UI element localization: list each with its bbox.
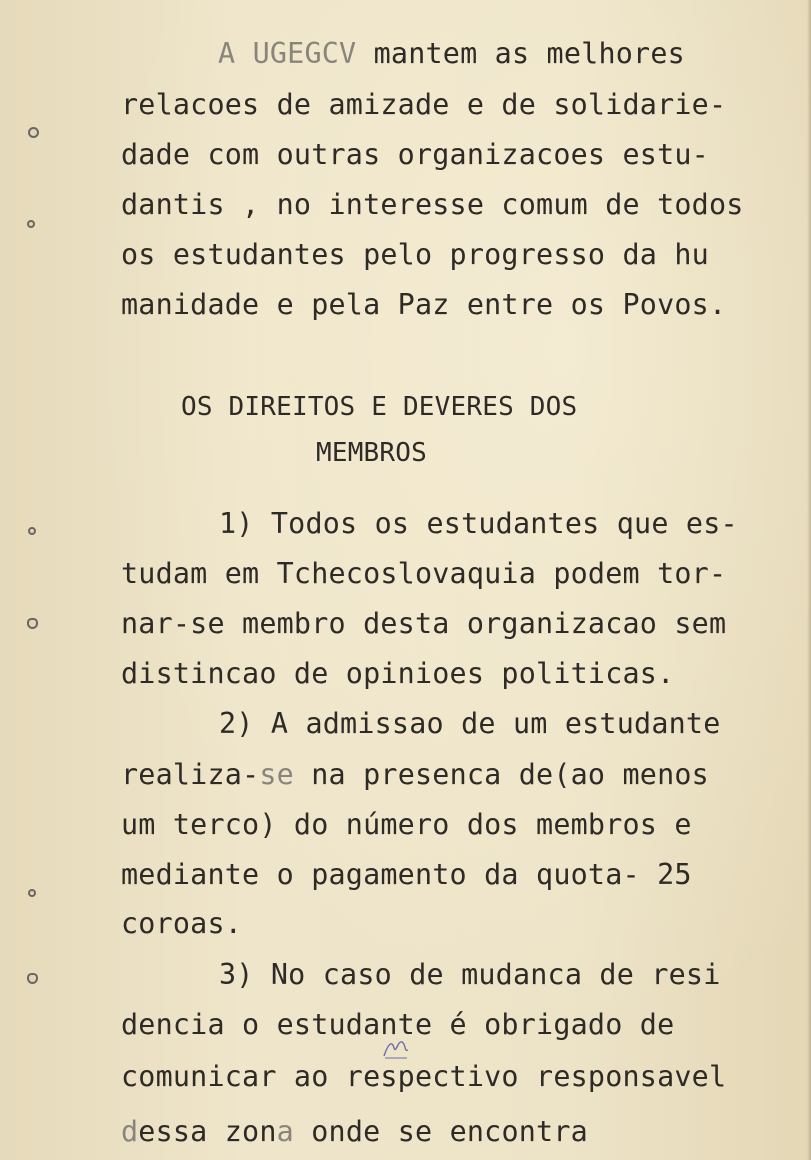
punch-hole-5 (28, 889, 36, 897)
section3-line-4-faint-prefix: d (121, 1115, 139, 1148)
paragraph1-line-5: os estudantes pelo progresso da hu (121, 238, 709, 271)
section3-line-4-after: onde se encontra (293, 1115, 588, 1148)
section1-line-2: tudam em Tchecoslovaquia podem tor- (121, 557, 727, 590)
section-heading-line-1: OS DIREITOS E DEVERES DOS (181, 392, 578, 422)
section3-line-4-faint-mid: a (276, 1115, 294, 1148)
punch-hole-1 (28, 127, 39, 138)
section1-line-4: distincao de opinioes politicas. (121, 657, 675, 690)
section2-line-2 (121, 758, 709, 791)
section-heading-line-2: MEMBROS (316, 438, 427, 468)
section2-line-3: um terco) do número dos membros e (121, 808, 692, 841)
punch-hole-6 (27, 973, 38, 984)
section2-line-2-faint: se (259, 758, 294, 791)
punch-hole-4 (27, 618, 38, 629)
organization-acronym: A UGEGCV (218, 37, 357, 70)
punch-hole-3 (28, 527, 36, 535)
section2-line-1: 2) A admissao de um estudante (219, 707, 721, 740)
punch-hole-2 (27, 220, 35, 228)
section3-line-1: 3) No caso de mudanca de resi (219, 958, 721, 991)
section1-line-1: 1) Todos os estudantes que es- (219, 507, 738, 540)
paragraph1-line-1-text: mantem as melhores (356, 37, 685, 70)
section3-line-4-text: essa zon (138, 1115, 277, 1148)
page-edge-shadow (807, 0, 811, 1160)
paragraph1-line-2: relacoes de amizade e de solidarie- (121, 88, 727, 121)
section3-line-4 (121, 1115, 588, 1148)
section1-line-3: nar-se membro desta organizacao sem (121, 607, 727, 640)
paragraph1-line-1 (218, 37, 685, 70)
paragraph1-line-6: manidade e pela Paz entre os Povos. (121, 288, 727, 321)
section2-line-5: coroas. (121, 907, 243, 940)
paragraph1-line-3: dade com outras organizacoes estu- (121, 138, 709, 171)
section2-line-4: mediante o pagamento da quota- 25 (121, 858, 692, 891)
section2-line-2-after: na presenca de(ao menos (293, 758, 709, 791)
paragraph1-line-4: dantis , no interesse comum de todos (121, 188, 744, 221)
section3-line-2: dencia o estudante é obrigado de (121, 1008, 675, 1041)
section2-line-2-before: realiza- (121, 758, 260, 791)
section3-line-3: comunicar ao respectivo responsavel (121, 1060, 727, 1093)
